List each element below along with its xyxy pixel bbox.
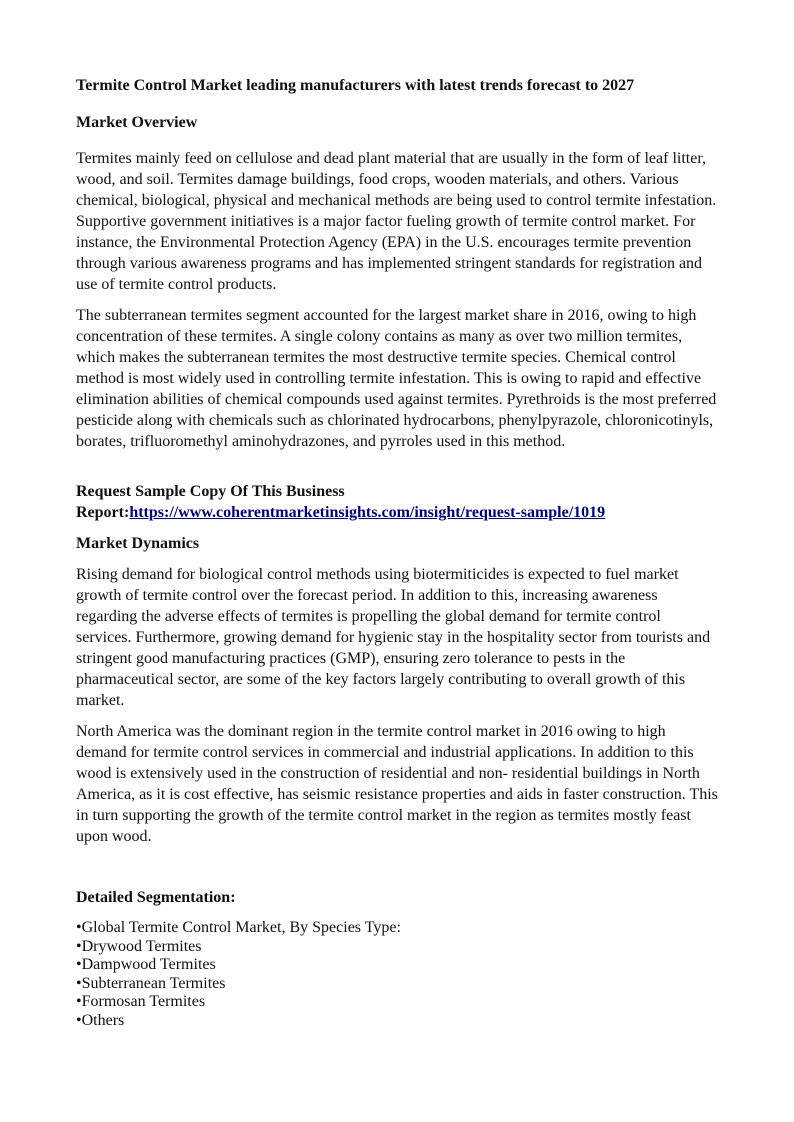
- text-line: through various awareness programs and has implemented stringent standards for registration and: [76, 255, 703, 272]
- text-line: wood is extensively used in the construction of residential and non- residential buildings in North: [76, 765, 700, 782]
- request-sample-link[interactable]: https://www.coherentmarketinsights.com/insight/request-sample/1019: [129, 504, 606, 521]
- text-line: use of termite control products.: [76, 276, 277, 293]
- text-line: market.: [76, 692, 125, 709]
- paragraph-overview-1: [76, 148, 716, 295]
- paragraph-dynamics-2: [76, 721, 718, 847]
- text-line: services. Furthermore, growing demand for hygienic stay in the hospitality sector from tourists and: [76, 629, 711, 646]
- paragraph-overview-2: [76, 305, 716, 452]
- text-line: elimination abilities of chemical compounds used against termites. Pyrethroids is the most preferred: [76, 391, 717, 408]
- request-line: Request Sample Copy Of This Business: [76, 483, 345, 500]
- section-heading-dynamics: Market Dynamics: [76, 535, 200, 552]
- text-line: borates, trifluoromethyl aminohydrazones, and pyrroles used in this method.: [76, 433, 566, 450]
- text-line: wood, and soil. Termites damage buildings, food crops, wooden materials, and others. Various: [76, 171, 679, 188]
- text-line: stringent good manufacturing practices (GMP), ensuring zero tolerance to pests in the: [76, 650, 626, 667]
- text-line: Rising demand for biological control methods using biotermiticides is expected to fuel market: [76, 566, 679, 583]
- text-line: Termites mainly feed on cellulose and dead plant material that are usually in the form of leaf litter,: [76, 150, 707, 167]
- request-sample-heading: [76, 481, 605, 523]
- text-line: method is most widely used in controlling termite infestation. This is owing to rapid and effective: [76, 370, 702, 387]
- list-item: •Drywood Termites: [76, 937, 202, 955]
- list-item: •Formosan Termites: [76, 993, 206, 1010]
- list-item: •Global Termite Control Market, By Species Type:: [76, 919, 401, 936]
- text-line: pharmaceutical sector, are some of the key factors largely contributing to overall growth of this: [76, 671, 686, 688]
- segmentation-list: [76, 919, 401, 1030]
- text-line: regarding the adverse effects of termites is propelling the global demand for termite control: [76, 608, 661, 625]
- text-line: upon wood.: [76, 828, 152, 845]
- text-line: The subterranean termites segment accounted for the largest market share in 2016, owing to high: [76, 307, 697, 324]
- section-heading-segmentation: Detailed Segmentation:: [76, 889, 236, 906]
- text-line: concentration of these termites. A single colony contains as many as over two million termites,: [76, 328, 683, 345]
- section-heading-overview: Market Overview: [76, 114, 198, 131]
- text-line: North America was the dominant region in the termite control market in 2016 owing to high: [76, 723, 666, 740]
- text-line: chemical, biological, physical and mechanical methods are being used to control termite infestation.: [76, 192, 717, 209]
- list-item: •Subterranean Termites: [76, 974, 226, 992]
- request-prefix: Report:: [76, 504, 130, 521]
- text-line: Supportive government initiatives is a major factor fueling growth of termite control market. For: [76, 213, 696, 230]
- text-line: demand for termite control services in commercial and industrial applications. In addition to this: [76, 744, 694, 761]
- text-line: America, as it is cost effective, has seismic resistance properties and aids in faster construction. This: [76, 786, 718, 803]
- list-item: •Dampwood Termites: [76, 956, 216, 973]
- list-item: •Others: [76, 1011, 125, 1029]
- text-line: growth of termite control over the forecast period. In addition to this, increasing awareness: [76, 587, 658, 604]
- text-line: in turn supporting the growth of the termite control market in the region as termites mostly feast: [76, 807, 691, 824]
- paragraph-dynamics-1: [76, 564, 710, 711]
- text-line: which makes the subterranean termites the most destructive termite species. Chemical control: [76, 349, 676, 366]
- text-line: pesticide along with chemicals such as chlorinated hydrocarbons, phenylpyrazole, chloronicotinyls,: [76, 412, 714, 429]
- text-line: instance, the Environmental Protection Agency (EPA) in the U.S. encourages termite prevention: [76, 234, 692, 251]
- document-title: Termite Control Market leading manufacturers with latest trends forecast to 2027: [76, 77, 635, 94]
